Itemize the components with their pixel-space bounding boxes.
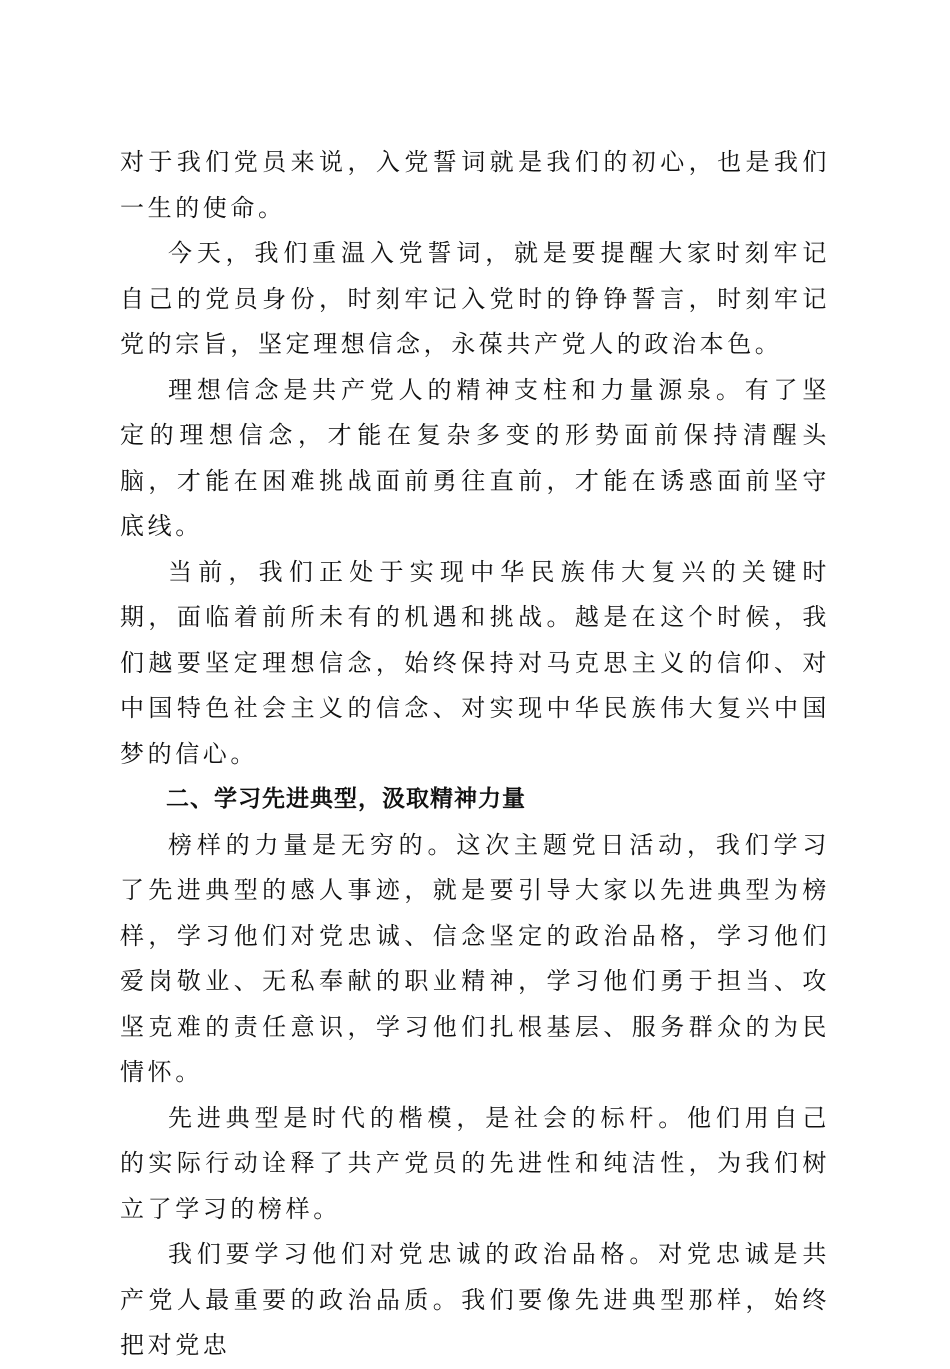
paragraph-loyalty: 我们要学习他们对党忠诚的政治品格。对党忠诚是共产党人最重要的政治品质。我们要像先进典型那样，始终把对党忠 bbox=[120, 1240, 830, 1359]
document-body bbox=[120, 140, 830, 1369]
paragraph-role-models: 榜样的力量是无穷的。这次主题党日活动，我们学习了先进典型的感人事迹，就是要引导大家以先进典型为榜样，学习他们对党忠诚、信念坚定的政治品格，学习他们爱岗敬业、无私奉献的职业精神，学习他们勇于担当、攻坚克难的责任意识，学习他们扎根基层、服务群众的为民情怀。 bbox=[120, 830, 830, 1086]
section-heading: 二、学习先进典型，汲取精神力量 bbox=[166, 786, 526, 812]
paragraph-ideals-beliefs: 理想信念是共产党人的精神支柱和力量源泉。有了坚定的理想信念，才能在复杂多变的形势面前保持清醒头脑，才能在困难挑战面前勇往直前，才能在诱惑面前坚守底线。 bbox=[120, 375, 830, 540]
paragraph-oath-mission: 对于我们党员来说，入党誓词就是我们的初心，也是我们一生的使命。 bbox=[120, 148, 830, 222]
paragraph-exemplars: 先进典型是时代的楷模，是社会的标杆。他们用自己的实际行动诠释了共产党员的先进性和纯洁性，为我们树立了学习的榜样。 bbox=[120, 1103, 830, 1223]
paragraph-current-period: 当前，我们正处于实现中华民族伟大复兴的关键时期，面临着前所未有的机遇和挑战。越是在这个时候，我们越要坚定理想信念，始终保持对马克思主义的信仰、对中国特色社会主义的信念、对实现中华民族伟大复兴中国梦的信心。 bbox=[120, 557, 830, 768]
paragraph-reaffirm-oath: 今天，我们重温入党誓词，就是要提醒大家时刻牢记自己的党员身份，时刻牢记入党时的铮铮誓言，时刻牢记党的宗旨，坚定理想信念，永葆共产党人的政治本色。 bbox=[120, 239, 830, 358]
